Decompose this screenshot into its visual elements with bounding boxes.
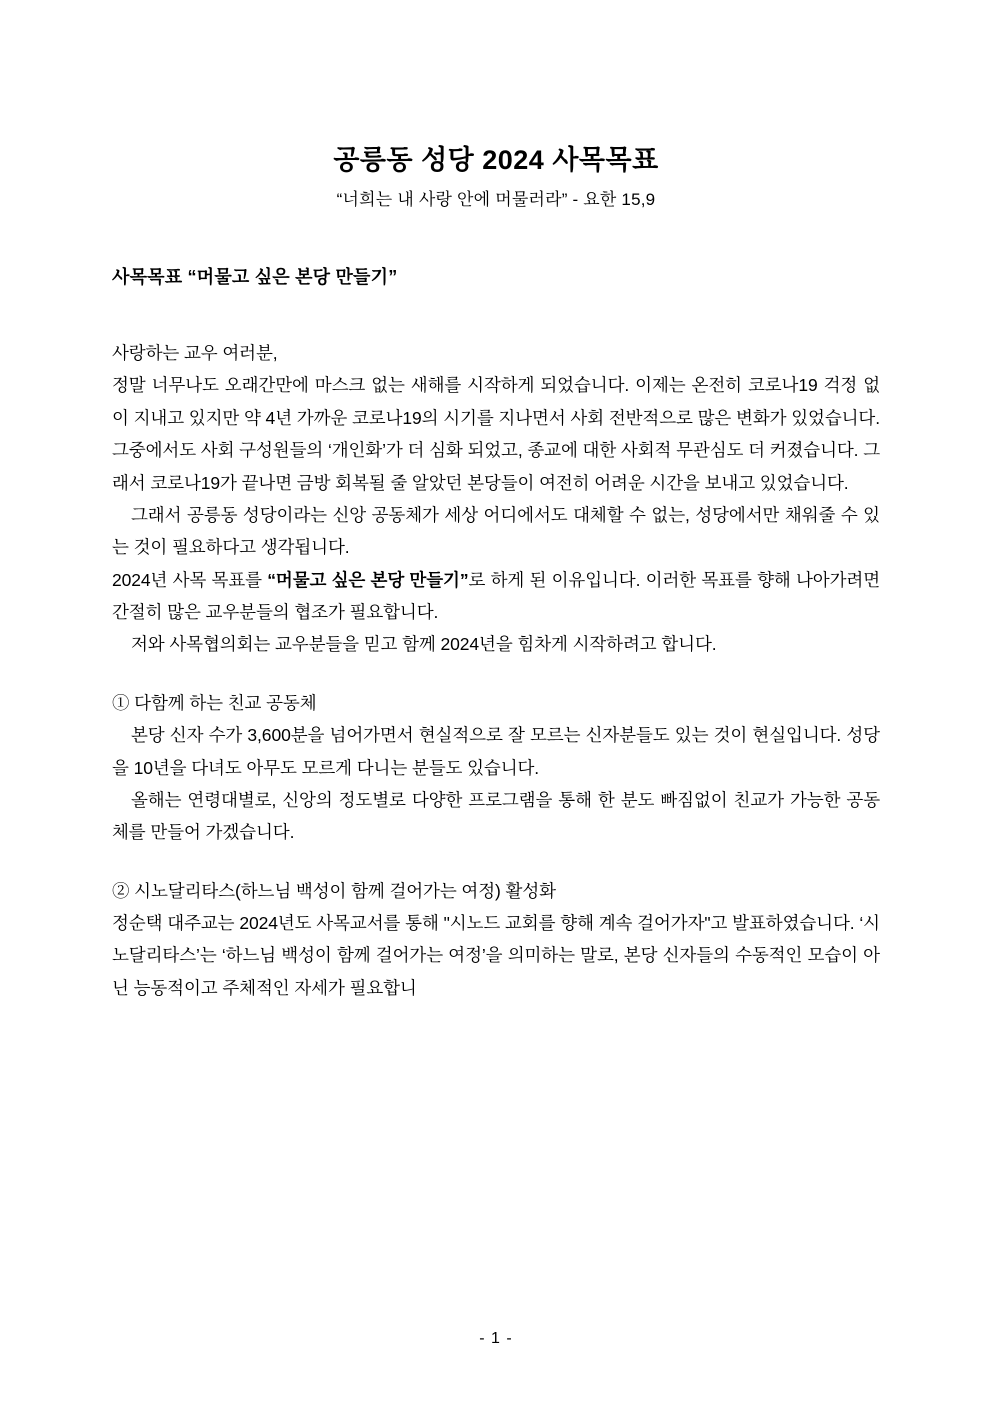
pastoral-goal-heading: 사목목표 “머물고 싶은 본당 만들기” — [112, 267, 398, 287]
goal-reason-paragraph — [112, 564, 880, 629]
section-spacer-1 — [112, 661, 880, 687]
page-number: - 1 - — [479, 1330, 513, 1347]
page-title: 공릉동 성당 2024 사목목표 — [333, 145, 659, 175]
section-1-heading: ① 다함께 하는 친교 공동체 — [112, 692, 317, 713]
greeting-paragraph: 사랑하는 교우 여러분, — [112, 343, 278, 363]
community-need-paragraph: 그래서 공릉동 성당이라는 신앙 공동체가 세상 어디에서도 대체할 수 없는, 성당에서만 채워줄 수 있는 것이 필요하다고 생각됩니다. — [112, 504, 880, 558]
goal-reason-emphasis: “머물고 싶은 본당 만들기” — [267, 569, 469, 590]
document-subtitle: “너희는 내 사랑 안에 머물러라” - 요한 15,9 — [336, 189, 656, 209]
section-1-paragraph-1: 본당 신자 수가 3,600분을 넘어가면서 현실적으로 잘 모르는 신자분들도 있는 것이 현실입니다. 성당을 10년을 다녀도 아무도 모르게 다니는 분들도 있습니다. — [112, 725, 880, 778]
goal-reason-prefix: 2024년 사목 목표를 — [112, 569, 268, 590]
goal-reason-suffix: 로 하게 된 이유입니다. 이러한 목표를 향해 나아가려면 간절히 많은 교우분들의 협조가 필요합니다. — [112, 569, 880, 622]
intro-paragraph: 정말 너무나도 오래간만에 마스크 없는 새해를 시작하게 되었습니다. 이제는 온전히 코로나19 걱정 없이 지내고 있지만 약 4년 가까운 코로나19의 시기를 지나면서 사회 전반적으로 많은 변화가 있었습니다. 그중에서도 사회 구성원들의 ‘개인화’가 더 심화 되었고, 종교에 대한 사회적 무관심도 더 커졌습니다. 그래서 코로나19가 끝나면 금방 회복될 줄 알았던 본당들이 여전히 어려운 시간을 보내고 있었습니다. — [112, 375, 881, 493]
section-spacer-2 — [112, 849, 880, 875]
section-1-paragraph-2: 올해는 연령대별로, 신앙의 정도별로 다양한 프로그램을 통해 한 분도 빠짐없이 친교가 가능한 공동체를 만들어 가겠습니다. — [112, 789, 880, 843]
section-2-heading: ② 시노달리타스(하느님 백성이 함께 걸어가는 여정) 활성화 — [112, 880, 556, 901]
section-2-paragraph-1: 정순택 대주교는 2024년도 사목교서를 통해 "시노드 교회를 향해 계속 걸어가자"고 발표하였습니다. ‘시노달리타스’는 ‘하느님 백성이 함께 걸어가는 여정’을 의미하는 말로, 본당 신자들의 수동적인 모습이 아닌 능동적이고 주체적인 자세가 필요합니 — [112, 913, 880, 998]
closing-intro-paragraph: 저와 사목협의회는 교우분들을 믿고 함께 2024년을 힘차게 시작하려고 합니다. — [131, 634, 717, 655]
